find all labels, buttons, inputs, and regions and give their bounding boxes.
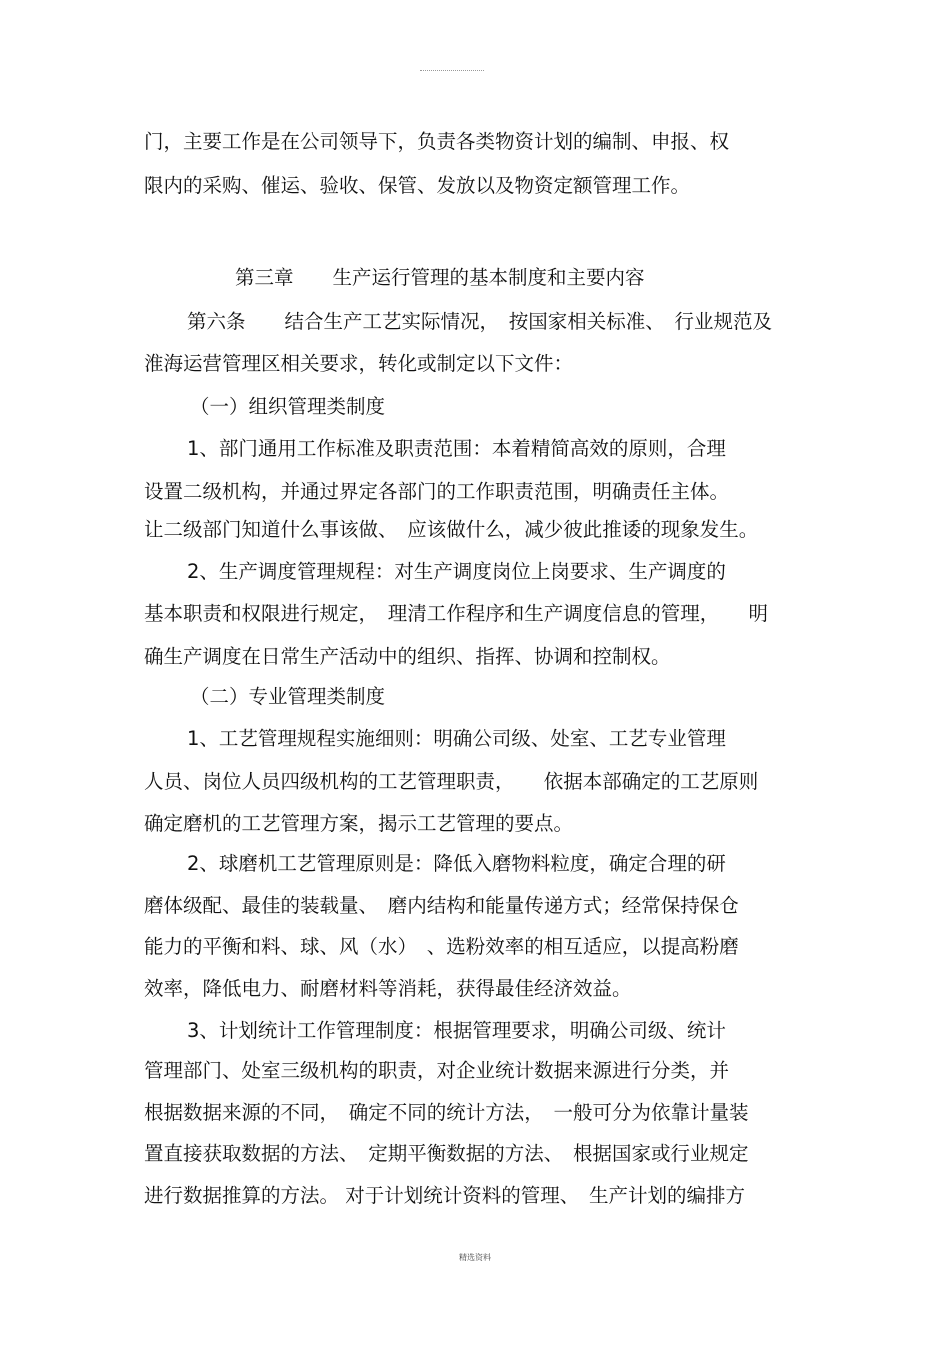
- page-footer: 精选资料: [459, 1253, 491, 1262]
- paragraph-line: 磨体级配、最佳的装载量、 磨内结构和能量传递方式；经常保持保仓: [144, 894, 739, 917]
- paragraph-line: 淮海运营管理区相关要求，转化或制定以下文件：: [144, 352, 574, 375]
- paragraph-line: 2、球磨机工艺管理原则是：降低入磨物料粒度，确定合理的研: [187, 852, 726, 875]
- paragraph-line: 让二级部门知道什么事该做、 应该做什么，减少彼此推诿的现象发生。: [144, 518, 759, 541]
- paragraph-line: 3、计划统计工作管理制度：根据管理要求，明确公司级、统计: [187, 1019, 726, 1042]
- paragraph-line: 2、生产调度管理规程：对生产调度岗位上岗要求、生产调度的: [187, 560, 726, 583]
- paragraph-line: 1、部门通用工作标准及职责范围：本着精简高效的原则，合理: [187, 437, 726, 460]
- paragraph-line: 能力的平衡和料、球、风（水） 、选粉效率的相互适应，以提高粉磨: [144, 935, 739, 958]
- paragraph-line: 设置二级机构，并通过界定各部门的工作职责范围，明确责任主体。: [144, 480, 730, 503]
- section-heading: （二）专业管理类制度: [190, 685, 386, 708]
- paragraph-line: 基本职责和权限进行规定， 理清工作程序和生产调度信息的管理， 明: [144, 602, 769, 625]
- paragraph-line: 限内的采购、催运、验收、保管、发放以及物资定额管理工作。: [144, 174, 691, 197]
- paragraph-line: 管理部门、处室三级机构的职责，对企业统计数据来源进行分类，并: [144, 1059, 730, 1082]
- paragraph-line: 1、工艺管理规程实施细则：明确公司级、处室、工艺专业管理: [187, 727, 726, 750]
- paragraph-line: 置直接获取数据的方法、 定期平衡数据的方法、 根据国家或行业规定: [144, 1142, 749, 1165]
- chapter-heading: 第三章 生产运行管理的基本制度和主要内容: [235, 266, 645, 289]
- paragraph-line: 效率，降低电力、耐磨材料等消耗，获得最佳经济效益。: [144, 977, 632, 1000]
- section-heading: （一）组织管理类制度: [190, 395, 386, 418]
- paragraph-line: 门，主要工作是在公司领导下，负责各类物资计划的编制、申报、权: [144, 130, 730, 153]
- paragraph-line: 人员、岗位人员四级机构的工艺管理职责， 依据本部确定的工艺原则: [144, 770, 759, 793]
- paragraph-line: 确生产调度在日常生产活动中的组织、指挥、协调和控制权。: [144, 645, 671, 668]
- paragraph-line: 进行数据推算的方法。 对于计划统计资料的管理、 生产计划的编排方: [144, 1184, 745, 1207]
- paragraph-line: 确定磨机的工艺管理方案，揭示工艺管理的要点。: [144, 812, 574, 835]
- paragraph-line: 根据数据来源的不同， 确定不同的统计方法， 一般可分为依靠计量装: [144, 1101, 749, 1124]
- header-divider: [420, 70, 484, 71]
- article-line: 第六条 结合生产工艺实际情况， 按国家相关标准、 行业规范及: [187, 310, 773, 333]
